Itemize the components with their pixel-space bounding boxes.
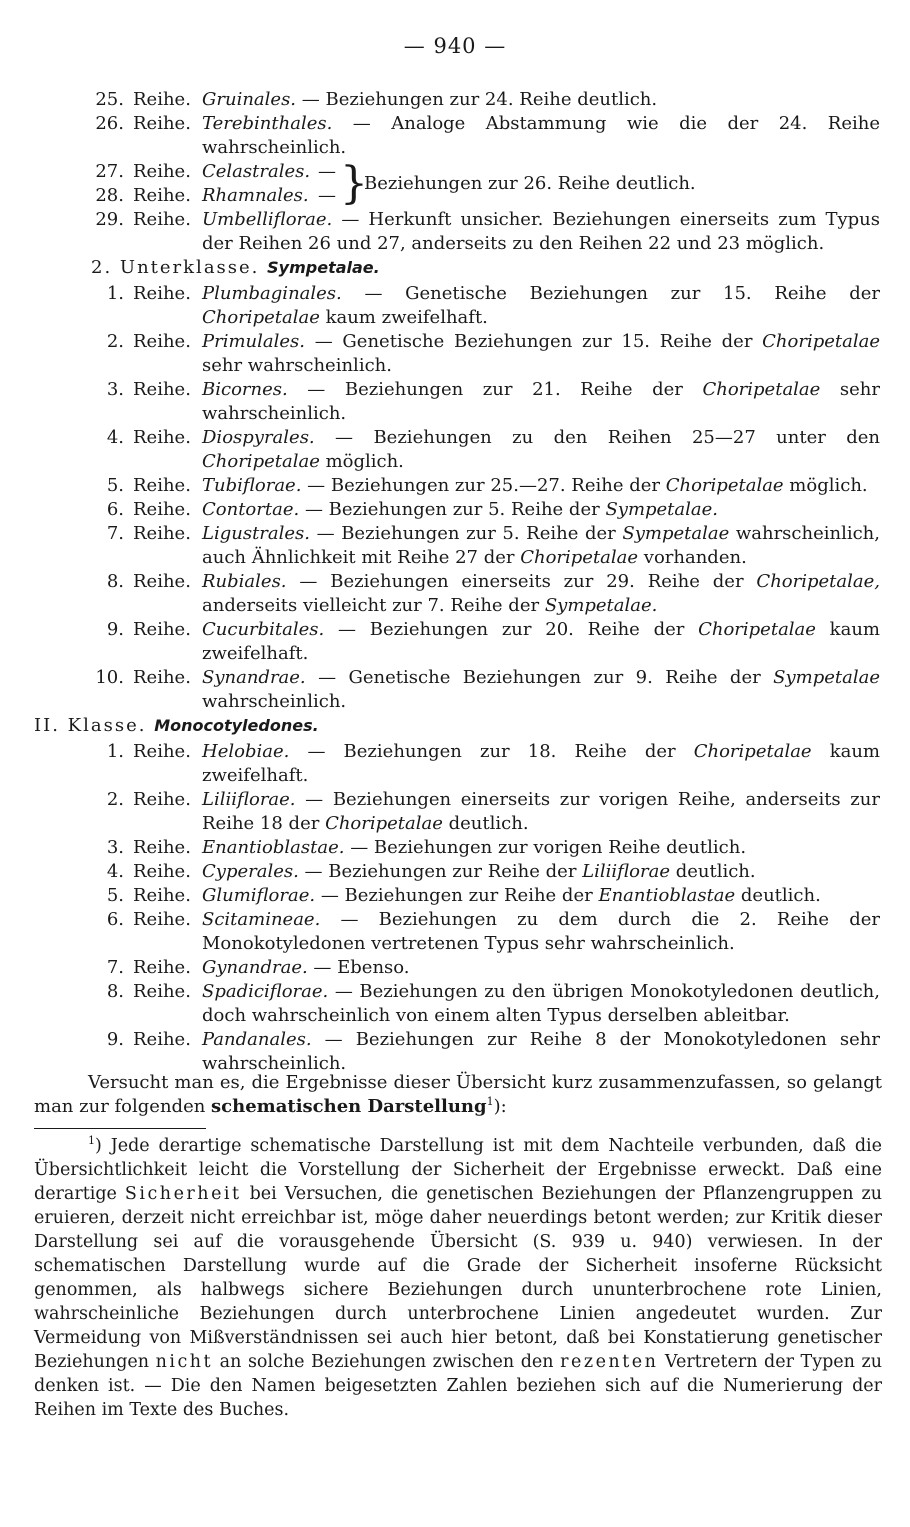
entry-word: Reihe. <box>133 741 191 762</box>
footnote <box>34 1134 882 1422</box>
group-reference: Choripetalae <box>665 475 784 496</box>
group-reference: Liliiflorae <box>582 861 670 882</box>
entry-number: 9. <box>106 619 124 640</box>
entry-text: — Beziehungen zur 24. Reihe deutlich. <box>296 89 658 110</box>
footnote-text: an solche Beziehungen zwischen den <box>213 1352 561 1372</box>
taxon-name: Bicornes. <box>202 379 288 400</box>
taxon-name: Diospyrales. <box>202 427 315 448</box>
taxon-name: Cucurbitales. <box>202 619 325 640</box>
list-item <box>0 1028 910 1076</box>
taxon-name: Terebinthales. <box>202 113 333 134</box>
taxon-name: Gynandrae. <box>202 957 308 978</box>
entry-text: wahrscheinlich. <box>202 691 347 712</box>
group-reference: Sympetalae <box>622 523 730 544</box>
entry-number: 7. <box>106 523 124 544</box>
entry-text: kaum zweifelhaft. <box>202 741 880 786</box>
list-item <box>0 618 910 666</box>
entry-text: — Genetische Beziehungen zur 9. Reihe der <box>305 667 774 688</box>
group-reference: Choripetalae <box>520 547 639 568</box>
entry-number: 26. <box>95 113 124 134</box>
bracketed-entries <box>0 160 910 208</box>
entry-text: sehr wahrscheinlich. <box>202 355 392 376</box>
list-item <box>0 860 910 884</box>
entry-text: deutlich. <box>442 813 529 834</box>
group-reference: Sympetalae. <box>544 595 658 616</box>
entry-number: 1. <box>106 283 124 304</box>
entry-word: Reihe. <box>133 1029 191 1050</box>
footnote-text: Vertretern der Typen zu denken ist. — Die den Namen beigesetzten Zahlen beziehen sich auf die Numerierung der Reihen im Texte des Buches. <box>34 1352 882 1420</box>
taxon-name: Celastrales. <box>202 161 311 182</box>
entry-text: — Genetische Beziehungen zur 15. Reihe der <box>341 283 880 304</box>
entry-word: Reihe. <box>133 161 191 182</box>
group-reference: Choripetalae <box>698 619 816 640</box>
taxon-name: Gruinales. <box>202 89 297 110</box>
entry-number: 8. <box>106 981 124 1002</box>
entry-dash: — <box>318 185 336 206</box>
list-item <box>0 112 910 160</box>
entry-number: 28. <box>95 185 124 206</box>
entry-word: Reihe. <box>133 331 191 352</box>
entry-word: Reihe. <box>133 619 191 640</box>
group-reference: Enantioblastae <box>598 885 736 906</box>
list-item <box>0 740 910 788</box>
footnote-text: bei Versuchen, die genetischen Beziehungen der Pflanzengruppen zu eruieren, derzeit nicht erreichbar ist, möge daher neuerdings betont werden; zur Kritik dieser Darstellung sei auf die vorausgehende Übersicht (S. 939 u. 940) verwiesen. In der schematischen Darstellung wurde auf die Grade der Sicherheit insoferne Rücksicht genommen, als halbwegs sichere Beziehungen durch ununterbrochene rote Linien, wahrscheinliche Beziehungen durch unterbrochene Linien angedeutet wurden. Zur Vermeidung von Mißverständnissen sei auch hier betont, daß bei Konstatierung genetischer Beziehungen <box>34 1184 882 1372</box>
entry-text: — Beziehungen zu den übrigen Monokotyledonen deutlich, doch wahrscheinlich von einem alten Typus derselben ableitbar. <box>202 981 880 1026</box>
entry-text: — Beziehungen zur Reihe 8 der Monokotyledonen sehr wahrscheinlich. <box>202 1029 880 1074</box>
group-reference: Choripetalae <box>693 741 812 762</box>
entry-text: — Beziehungen zur 18. Reihe der <box>289 741 694 762</box>
entry-number: 8. <box>106 571 124 592</box>
list-item <box>0 666 910 714</box>
entry-number: 4. <box>106 427 124 448</box>
entry-word: Reihe. <box>133 667 191 688</box>
taxon-name: Helobiae. <box>202 741 290 762</box>
entry-text: — Beziehungen zur 5. Reihe der <box>299 499 606 520</box>
list-item <box>0 884 910 908</box>
taxon-name: Glumiflorae. <box>202 885 316 906</box>
taxon-name: Plumbaginales. <box>202 283 342 304</box>
list-item <box>0 378 910 426</box>
entry-word: Reihe. <box>133 113 191 134</box>
entry-word: Reihe. <box>133 789 191 810</box>
entry-number: 1. <box>106 741 124 762</box>
entry-text: — Beziehungen zu dem durch die 2. Reihe der Monokotyledonen vertretenen Typus sehr wahrscheinlich. <box>202 909 880 954</box>
entry-number: 7. <box>106 957 124 978</box>
entry-number: 29. <box>95 209 124 230</box>
list-item <box>0 908 910 956</box>
entry-number: 3. <box>106 837 124 858</box>
entry-text: — Beziehungen zur 25.—27. Reihe der <box>301 475 666 496</box>
entry-text: wahrscheinlich, auch Ähnlichkeit mit Reihe 27 der <box>202 523 880 568</box>
page-number: — 940 — <box>403 34 507 58</box>
entry-word: Reihe. <box>133 499 191 520</box>
entry-word: Reihe. <box>133 209 191 230</box>
entry-text: — Beziehungen einerseits zur 29. Reihe der <box>286 571 757 592</box>
entry-number: 2. <box>106 331 124 352</box>
entry-text: Beziehungen zur 26. Reihe deutlich. <box>364 173 696 194</box>
group-reference: Sympetalae. <box>605 499 719 520</box>
group-reference: Choripetalae <box>202 451 320 472</box>
list-item <box>0 570 910 618</box>
taxon-name: Cyperales. <box>202 861 299 882</box>
list-item <box>0 980 910 1028</box>
sympetalae-list <box>0 282 910 714</box>
list-item <box>0 330 910 378</box>
entry-text: anderseits vielleicht zur 7. Reihe der <box>202 595 545 616</box>
taxon-name: Scitamineae. <box>202 909 321 930</box>
class-label: II. Klasse. <box>34 715 147 736</box>
list-item <box>0 836 910 860</box>
group-reference: Choripetalae <box>762 331 880 352</box>
taxon-name: Umbelliflorae. <box>202 209 333 230</box>
entry-text: sehr wahrscheinlich. <box>202 379 880 424</box>
list-item <box>0 426 910 474</box>
subclass-name: Sympetalae. <box>267 258 380 277</box>
entry-number: 27. <box>95 161 124 182</box>
list-item <box>0 956 910 980</box>
entry-word: Reihe. <box>133 571 191 592</box>
list-item <box>0 474 910 498</box>
monocotyledones-list <box>0 740 910 1076</box>
footnote-divider <box>34 1128 206 1129</box>
footnote-spaced-word: rezenten <box>560 1352 659 1372</box>
subclass-label: 2. Unterklasse. <box>91 257 260 278</box>
taxon-name: Primulales. <box>202 331 305 352</box>
entries-list <box>0 88 910 1076</box>
taxon-name: Spadiciflorae. <box>202 981 329 1002</box>
footnote-ref: 1 <box>486 1095 494 1108</box>
entry-number: 10. <box>95 667 124 688</box>
entry-word: Reihe. <box>133 837 191 858</box>
entry-number: 5. <box>106 475 124 496</box>
entry-text: kaum zweifelhaft. <box>319 307 488 328</box>
entry-text: kaum zweifelhaft. <box>202 619 880 664</box>
class-heading <box>0 714 910 740</box>
taxon-name: Rhamnales. <box>202 185 309 206</box>
entry-number: 4. <box>106 861 124 882</box>
entry-number: 9. <box>106 1029 124 1050</box>
entry-word: Reihe. <box>133 427 191 448</box>
list-item <box>0 208 910 256</box>
entry-word: Reihe. <box>133 861 191 882</box>
entry-word: Reihe. <box>133 523 191 544</box>
entry-word: Reihe. <box>133 981 191 1002</box>
list-item <box>0 88 910 112</box>
entry-text: — Beziehungen zur vorigen Reihe deutlich. <box>344 837 747 858</box>
summary-strong: schematischen Darstellung <box>211 1096 487 1117</box>
entry-text: vorhanden. <box>638 547 747 568</box>
entry-number: 2. <box>106 789 124 810</box>
summary-paragraph <box>34 1071 882 1119</box>
entry-dash: — <box>318 161 336 182</box>
group-reference: Choripetalae, <box>756 571 880 592</box>
entry-text: deutlich. <box>669 861 756 882</box>
taxon-name: Liliiflorae. <box>202 789 296 810</box>
entry-number: 3. <box>106 379 124 400</box>
entry-text: — Analoge Abstammung wie die der 24. Reihe wahrscheinlich. <box>202 113 880 158</box>
group-reference: Choripetalae <box>202 307 320 328</box>
entry-word: Reihe. <box>133 885 191 906</box>
entry-text: — Ebenso. <box>307 957 410 978</box>
entry-text: — Beziehungen zu den Reihen 25—27 unter den <box>314 427 880 448</box>
summary-text-end: ): <box>493 1096 507 1117</box>
entry-word: Reihe. <box>133 89 191 110</box>
entry-number: 6. <box>106 909 124 930</box>
subclass-heading <box>0 256 910 282</box>
entry-word: Reihe. <box>133 283 191 304</box>
entry-word: Reihe. <box>133 379 191 400</box>
taxon-name: Ligustrales. <box>202 523 310 544</box>
list-item <box>0 498 910 522</box>
footnote-marker: 1 <box>88 1134 95 1148</box>
group-reference: Choripetalae <box>325 813 443 834</box>
entry-text: — Beziehungen zur 5. Reihe der <box>310 523 623 544</box>
entry-text: — Beziehungen einerseits zur vorigen Reihe, anderseits zur Reihe 18 der <box>202 789 880 834</box>
entry-text: — Beziehungen zur Reihe der <box>298 861 583 882</box>
list-item <box>0 522 910 570</box>
taxon-name: Rubiales. <box>202 571 287 592</box>
class-name: Monocotyledones. <box>154 716 319 735</box>
entry-word: Reihe. <box>133 475 191 496</box>
entry-word: Reihe. <box>133 957 191 978</box>
group-reference: Choripetalae <box>702 379 821 400</box>
entry-text: — Beziehungen zur 21. Reihe der <box>287 379 703 400</box>
entry-word: Reihe. <box>133 185 191 206</box>
entry-text: deutlich. <box>735 885 821 906</box>
entry-number: 5. <box>106 885 124 906</box>
footnote-spaced-word: nicht <box>155 1352 214 1372</box>
taxon-name: Pandanales. <box>202 1029 312 1050</box>
taxon-name: Tubiflorae. <box>202 475 302 496</box>
list-item <box>0 788 910 836</box>
entry-text: — Herkunft unsicher. Beziehungen einerseits zum Typus der Reihen 26 und 27, anderseits zu den Reihen 22 und 23 möglich. <box>202 209 880 254</box>
summary-text: Versucht man es, die Ergebnisse dieser Übersicht kurz zusammenzufassen, so gelangt man zur folgenden <box>34 1072 882 1117</box>
curly-brace: } <box>340 158 368 209</box>
taxon-name: Contortae. <box>202 499 300 520</box>
entry-text: — Beziehungen zur Reihe der <box>315 885 599 906</box>
entry-text: möglich. <box>319 451 404 472</box>
taxon-name: Enantioblastae. <box>202 837 345 858</box>
list-item <box>0 282 910 330</box>
entry-text: — Genetische Beziehungen zur 15. Reihe der <box>305 331 763 352</box>
entry-number: 6. <box>106 499 124 520</box>
group-reference: Sympetalae <box>773 667 880 688</box>
footnote-text: ) Jede derartige schematische Darstellung ist mit dem Nachteile verbunden, daß die Übersichtlichkeit leicht die Vorstellung der Sicherheit der Ergebnisse erweckt. Daß eine derartige <box>34 1136 882 1204</box>
entry-text: möglich. <box>783 475 868 496</box>
entry-text: — Beziehungen zur 20. Reihe der <box>324 619 699 640</box>
taxon-name: Synandrae. <box>202 667 306 688</box>
entry-word: Reihe. <box>133 909 191 930</box>
entry-number: 25. <box>95 89 124 110</box>
footnote-spaced-word: Sicherheit <box>124 1184 242 1204</box>
